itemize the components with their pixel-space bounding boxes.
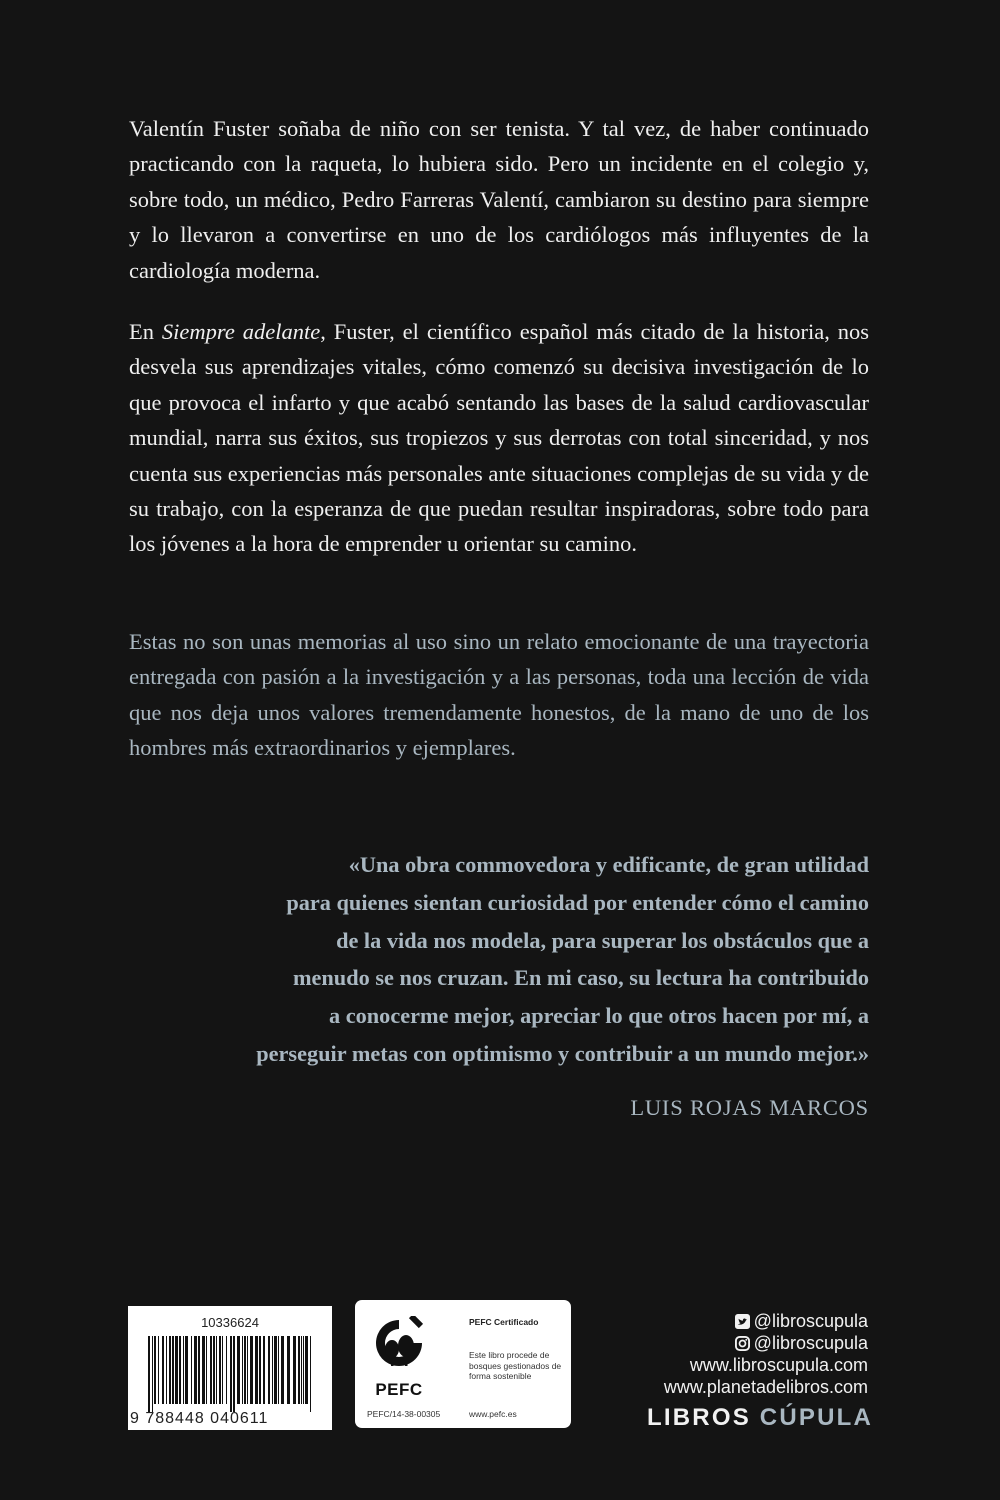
barcode-bar xyxy=(179,1336,181,1404)
barcode-bar xyxy=(278,1336,279,1404)
barcode-bar xyxy=(293,1336,296,1404)
barcode-bar xyxy=(222,1336,223,1404)
website-libroscupula[interactable]: www.libroscupula.com xyxy=(689,1355,868,1375)
barcode-bar xyxy=(255,1336,258,1404)
isbn-number: 9 788448 040611 xyxy=(130,1410,269,1427)
barcode-bar xyxy=(242,1336,243,1404)
barcode-bar xyxy=(301,1336,302,1404)
barcode-bar xyxy=(272,1336,273,1404)
barcode-bar xyxy=(305,1336,308,1404)
barcode-bar xyxy=(230,1336,232,1412)
quote-line: menudo se nos cruzan. En mi caso, su lectura ha contribuido xyxy=(292,965,869,991)
instagram-handle-text: @libroscupula xyxy=(753,1333,868,1353)
barcode-bar xyxy=(158,1336,159,1404)
pefc-tree-logo-icon xyxy=(373,1316,425,1380)
barcode-bar xyxy=(237,1336,240,1404)
barcode-bar xyxy=(298,1336,300,1404)
publisher-name-part2: CÚPULA xyxy=(759,1404,873,1431)
endorsement-quote xyxy=(130,846,869,1073)
barcode-bar xyxy=(244,1336,246,1404)
instagram-icon xyxy=(735,1336,750,1351)
barcode-bar xyxy=(287,1336,290,1404)
synopsis-paragraph-3: Estas no son unas memorias al uso sino un relato emocionante de una trayectoria entregada con pasión a la investigación y a las personas, toda una lección de vida que nos deja unos valores tremendamente honestos, de la mano de uno de los hombres más extraordinarios y ejemplares. xyxy=(129,629,869,761)
barcode-bar xyxy=(166,1336,167,1404)
barcode-bar xyxy=(154,1336,156,1404)
barcode-bars xyxy=(148,1336,314,1412)
barcode-bar xyxy=(152,1336,153,1412)
barcode-bar xyxy=(250,1336,253,1404)
publisher-logo xyxy=(647,1404,873,1432)
barcode-bar xyxy=(247,1336,248,1404)
barcode-bar xyxy=(148,1336,150,1412)
barcode-bar xyxy=(216,1336,217,1404)
publisher-contact xyxy=(664,1310,868,1398)
instagram-handle xyxy=(664,1332,868,1354)
barcode-bar xyxy=(206,1336,207,1404)
synopsis-paragraph-1: Valentín Fuster soñaba de niño con ser tenista. Y tal vez, de haber continuado practicando con la raqueta, lo hubiera sido. Pero un incidente en el colegio y, sobre todo, un médico, Pedro Farreras Valentí, cambiaron su destino para siempre y lo llevaron a convertirse en uno de los cardiólogos más influyentes de la cardiología moderna. xyxy=(129,116,869,283)
barcode-bar xyxy=(263,1336,265,1404)
barcode-bar xyxy=(172,1336,174,1404)
pefc-logo-text: PEFC xyxy=(375,1380,423,1399)
quote-line: «Una obra commovedora y edificante, de gran utilidad xyxy=(348,852,869,877)
publisher-name-part1: LIBROS xyxy=(647,1404,751,1431)
barcode-bar xyxy=(233,1336,235,1412)
pefc-certification-label xyxy=(355,1300,571,1428)
barcode-bar xyxy=(268,1336,270,1404)
quote-author: LUIS ROJAS MARCOS xyxy=(630,1095,869,1120)
barcode-bar xyxy=(191,1336,192,1404)
synopsis-paragraph-2 xyxy=(129,314,869,562)
pefc-url: www.pefc.es xyxy=(469,1409,517,1419)
twitter-handle xyxy=(664,1310,868,1332)
barcode-bar xyxy=(281,1336,284,1404)
quote-line: perseguir metas con optimismo y contribuir a un mundo mejor.» xyxy=(256,1040,869,1066)
barcode-bar xyxy=(226,1336,227,1404)
paragraph-2-body: , Fuster, el científico español más citado de la historia, nos desvela sus aprendizajes vitales, cómo comenzó su decisiva investigación de lo que provoca el infarto y que acabó sentando las bases de la salud cardiovascular mundial, narra sus éxitos, sus tropiezos y sus derrotas con total sinceridad, y nos cuenta sus experiencias más personales ante situaciones complejas de su vida y de su trabajo, con la esperanza de que puedan resultar inspiradoras, sobre todo para los jóvenes a la hora de emprender u orientar su camino. xyxy=(129,319,870,557)
barcode-bar xyxy=(175,1336,178,1404)
book-title-italic: Siempre adelante xyxy=(161,319,321,344)
quote-line: para quienes sientan curiosidad por entender cómo el camino xyxy=(286,889,869,915)
barcode-bar xyxy=(274,1336,277,1404)
barcode-bar xyxy=(162,1336,164,1404)
twitter-handle-text: @libroscupula xyxy=(753,1311,868,1331)
barcode-bar xyxy=(202,1336,205,1404)
barcode-bar xyxy=(303,1336,304,1404)
website-planetadelibros[interactable]: www.planetadelibros.com xyxy=(663,1377,868,1397)
barcode-bar xyxy=(194,1336,197,1404)
barcode-bar xyxy=(213,1336,215,1404)
barcode-bar xyxy=(310,1336,311,1412)
barcode-bar xyxy=(219,1336,221,1404)
barcode-bar xyxy=(210,1336,212,1404)
quote-line: a conocerme mejor, apreciar lo que otros hacen por mí, a xyxy=(329,1003,869,1029)
barcode-bar xyxy=(183,1336,184,1404)
barcode-bar xyxy=(169,1336,171,1404)
barcode-bar xyxy=(259,1336,261,1404)
pefc-title: PEFC Certificado xyxy=(469,1317,539,1327)
pefc-description: Este libro procede de bosques gestionados de forma sostenible xyxy=(469,1350,562,1381)
twitter-icon xyxy=(735,1314,750,1329)
pefc-license-code: PEFC/14-38-00305 xyxy=(367,1409,441,1419)
barcode-bar xyxy=(198,1336,200,1404)
isbn-barcode xyxy=(128,1306,332,1430)
barcode-top-code: 10336624 xyxy=(201,1315,259,1330)
quote-line: de la vida nos modela, para superar los obstáculos que a xyxy=(336,927,869,953)
barcode-bar xyxy=(185,1336,188,1404)
paragraph-2-prefix: En xyxy=(129,319,162,344)
